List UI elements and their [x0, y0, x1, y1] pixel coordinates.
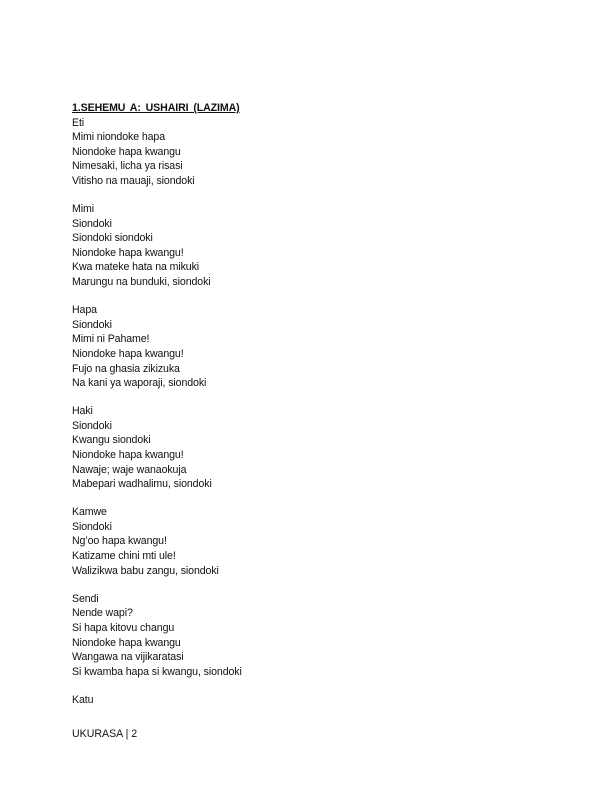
stanza-5: [72, 505, 552, 578]
poem-line: Niondoke hapa kwangu!: [72, 347, 184, 360]
page-footer: UKURASA | 2: [72, 728, 138, 740]
stanza-6: [72, 592, 552, 680]
stanza-1: [72, 116, 552, 189]
poem-line: Eti: [72, 116, 85, 129]
poem-line: Siondoki: [72, 217, 112, 230]
poem-line: Niondoke hapa kwangu!: [72, 246, 184, 259]
poem-line: Kamwe: [72, 506, 107, 519]
poem-line: Haki: [72, 405, 93, 418]
poem-line: Walizikwa babu zangu, siondoki: [72, 564, 219, 577]
poem-line: Siondoki siondoki: [72, 232, 153, 245]
poem-line: Nawaje; waje wanaokuja: [72, 463, 187, 476]
poem-line: Niondoke hapa kwangu: [72, 636, 181, 649]
poem-line: Si hapa kitovu changu: [72, 621, 175, 634]
poem-line: Wangawa na vijikaratasi: [72, 651, 184, 664]
poem-line: Hapa: [72, 304, 97, 317]
poem-line: Katu: [72, 693, 94, 706]
poem-line: Nimesaki, licha ya risasi: [72, 160, 183, 173]
poem-line: Niondoke hapa kwangu: [72, 145, 181, 158]
stanza-4: [72, 404, 552, 492]
poem-line: Kwa mateke hata na mikuki: [72, 261, 200, 274]
poem-line: Niondoke hapa kwangu!: [72, 448, 184, 461]
document-page: [72, 101, 552, 707]
poem-line: Sendi: [72, 592, 99, 605]
poem-line: Na kani ya waporaji, siondoki: [72, 377, 207, 390]
poem-line: Siondoki: [72, 318, 112, 331]
poem-line: Katizame chini mti ule!: [72, 550, 176, 563]
poem-line: Mimi niondoke hapa: [72, 131, 166, 144]
poem-line: Mimi ni Pahame!: [72, 333, 150, 346]
poem-line: Siondoki: [72, 419, 112, 432]
poem-line: Vitisho na mauaji, siondoki: [72, 174, 195, 187]
poem-line: Si kwamba hapa si kwangu, siondoki: [72, 665, 242, 678]
stanza-3: [72, 303, 552, 391]
poem-line: Nende wapi?: [72, 607, 133, 620]
poem-line: Mimi: [72, 203, 94, 216]
stanza-7: [72, 693, 552, 708]
section-heading: 1.SEHEMU A: USHAIRI (LAZIMA): [72, 102, 240, 114]
poem-line: Mabepari wadhalimu, siondoki: [72, 478, 212, 491]
poem-line: Kwangu siondoki: [72, 434, 151, 447]
poem-line: Siondoki: [72, 520, 112, 533]
poem-line: Ng’oo hapa kwangu!: [72, 535, 167, 548]
poem-line: Marungu na bunduki, siondoki: [72, 276, 211, 289]
stanza-2: [72, 202, 552, 290]
poem-line: Fujo na ghasia zikizuka: [72, 362, 180, 375]
